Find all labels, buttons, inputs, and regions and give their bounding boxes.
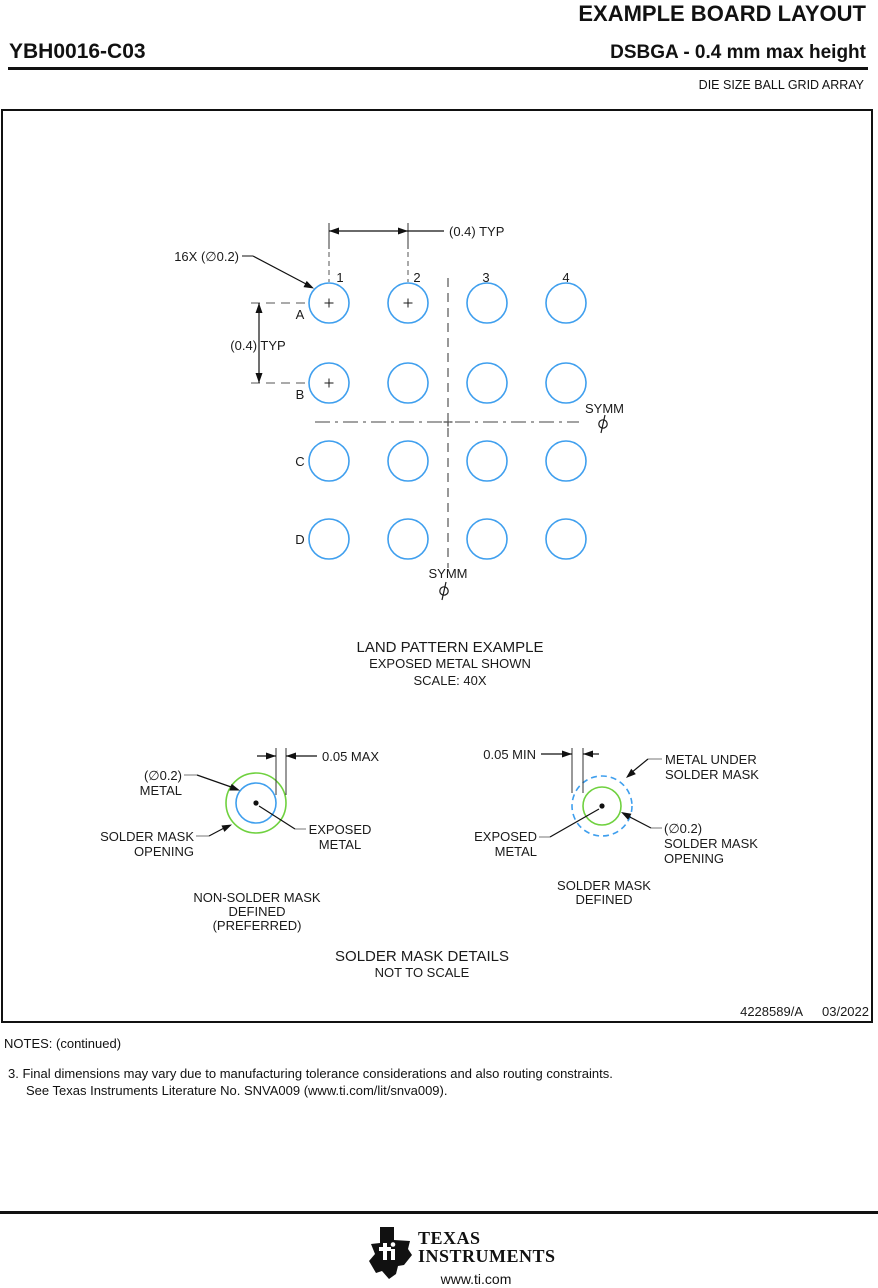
solder-mask-details-caption <box>335 948 509 980</box>
nsmd-caption-2: DEFINED <box>228 904 286 919</box>
symm-bottom-label: SYMM <box>428 566 468 581</box>
nsmd-mask-label-2: OPENING <box>134 844 194 859</box>
technical-drawing <box>3 111 871 1021</box>
note-3-line1: 3. Final dimensions may vary due to manufacturing tolerance considerations and also routing constraints. <box>8 1066 613 1081</box>
smd-exposed-label-2: METAL <box>494 844 537 859</box>
centerline-symbol-right <box>599 415 607 433</box>
left-pitch-dim-label: (0.4) TYP <box>230 338 286 353</box>
header-rule <box>8 67 868 70</box>
ti-logo-icon <box>366 1226 412 1280</box>
row-label-D: D <box>295 532 305 547</box>
pad-D2 <box>388 519 428 559</box>
smd-exposed-label-1: EXPOSED <box>474 829 537 844</box>
row-label-A: A <box>295 307 305 322</box>
nsmd-caption-3: (PREFERRED) <box>212 918 302 933</box>
row-label-B: B <box>295 387 305 402</box>
grid-labels <box>295 270 569 547</box>
drawing-frame <box>1 109 873 1023</box>
nsmd-dim-label: 0.05 MAX <box>322 749 380 764</box>
page-title: EXAMPLE BOARD LAYOUT <box>578 1 866 26</box>
nsmd-exposed-label-2: METAL <box>318 837 362 852</box>
footer-rule <box>0 1211 878 1214</box>
smd-opening-label-3: OPENING <box>664 851 724 866</box>
ti-brand-line1: TEXAS <box>418 1228 481 1248</box>
pad-C2 <box>388 441 428 481</box>
smd-detail <box>474 747 759 907</box>
smd-exposed-metal-dot <box>599 803 604 808</box>
pad-callout-label: 16X (∅0.2) <box>174 249 239 264</box>
centerline-symbol-bottom <box>440 582 448 600</box>
pad-D4 <box>546 519 586 559</box>
ti-brand-line2: INSTRUMENTS <box>418 1246 556 1266</box>
nsmd-detail <box>100 748 379 933</box>
top-pitch-dim-label: (0.4) TYP <box>449 224 505 239</box>
doc-date: 03/2022 <box>822 1004 869 1019</box>
pad-C4 <box>546 441 586 481</box>
smd-metal-under-2: SOLDER MASK <box>665 767 759 782</box>
land-pattern-sub1: EXPOSED METAL SHOWN <box>369 656 531 671</box>
land-pattern-caption <box>357 639 544 688</box>
part-number: YBH0016-C03 <box>9 40 146 63</box>
package-subtitle: DSBGA - 0.4 mm max height <box>610 42 866 63</box>
col-label-1: 1 <box>336 270 344 285</box>
smd-caption-1: SOLDER MASK <box>557 878 651 893</box>
notes-heading: NOTES: (continued) <box>4 1036 122 1051</box>
pad-C3 <box>467 441 507 481</box>
pad-size-callout <box>174 249 315 292</box>
col-label-2: 2 <box>413 270 421 285</box>
package-type: DIE SIZE BALL GRID ARRAY <box>698 78 864 92</box>
smd-caption-2: DEFINED <box>575 892 633 907</box>
pad-A3 <box>467 283 507 323</box>
land-pattern-title: LAND PATTERN EXAMPLE <box>356 639 544 656</box>
nsmd-mask-label-1: SOLDER MASK <box>100 829 194 844</box>
pad-A4 <box>546 283 586 323</box>
details-subtitle: NOT TO SCALE <box>374 965 470 980</box>
ti-url: www.ti.com <box>440 1271 512 1287</box>
nsmd-caption-1: NON-SOLDER MASK <box>193 890 321 905</box>
pad-C1 <box>309 441 349 481</box>
smd-opening-label-1: (∅0.2) <box>664 821 703 836</box>
col-label-4: 4 <box>562 270 570 285</box>
land-pattern-sub2: SCALE: 40X <box>413 673 487 688</box>
note-3-line2: See Texas Instruments Literature No. SNVA009 (www.ti.com/lit/snva009). <box>26 1083 448 1098</box>
nsmd-metal-label-2: METAL <box>139 783 182 798</box>
pad-B4 <box>546 363 586 403</box>
nsmd-exposed-label-1: EXPOSED <box>308 822 372 837</box>
pad-B3 <box>467 363 507 403</box>
exposed-metal-dot <box>253 800 258 805</box>
pad-D1 <box>309 519 349 559</box>
doc-number: 4228589/A <box>740 1004 803 1019</box>
smd-metal-under-1: METAL UNDER <box>665 752 757 767</box>
pad-D3 <box>467 519 507 559</box>
smd-dim-label: 0.05 MIN <box>483 747 536 762</box>
smd-opening-label-2: SOLDER MASK <box>664 836 758 851</box>
symm-right-label: SYMM <box>585 401 624 416</box>
pad-B2 <box>388 363 428 403</box>
nsmd-metal-label-1: (∅0.2) <box>143 768 182 783</box>
col-label-3: 3 <box>482 270 490 285</box>
details-title: SOLDER MASK DETAILS <box>335 948 509 965</box>
symmetry-lines <box>315 278 624 600</box>
row-label-C: C <box>295 454 305 469</box>
